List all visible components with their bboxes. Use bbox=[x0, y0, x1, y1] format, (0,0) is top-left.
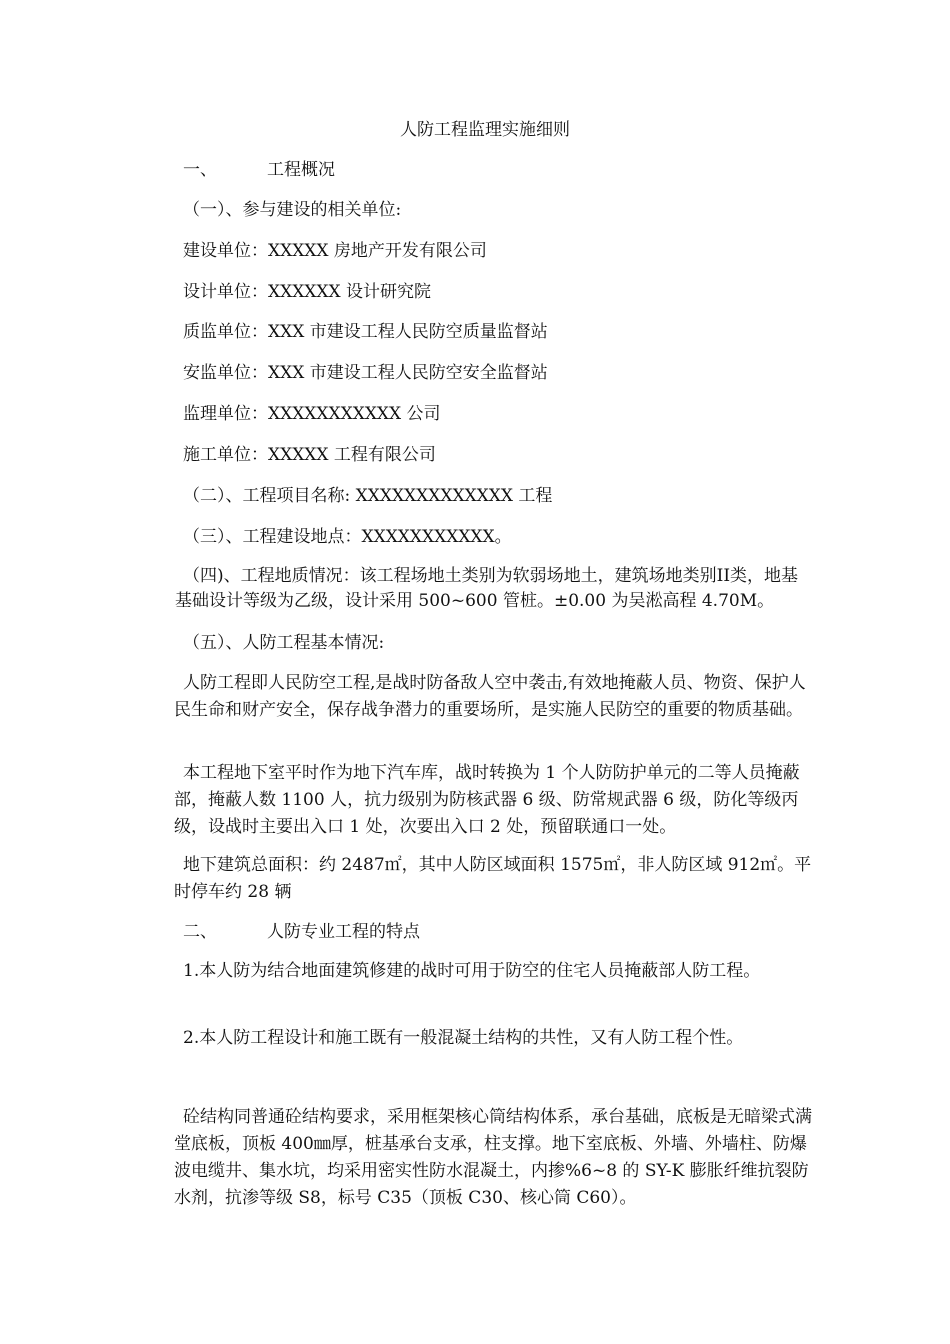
section-title: 人防专业工程的特点 bbox=[267, 922, 420, 942]
unit-designer: 设计单位：XXXXXX 设计研究院 bbox=[183, 282, 432, 302]
section-heading-1 bbox=[183, 158, 335, 182]
feature-point-1: 1.本人防为结合地面建筑修建的战时可用于防空的住宅人员掩蔽部人防工程。 bbox=[183, 961, 761, 981]
geology-paragraph: （四)、工程地质情况：该工程场地土类别为软弱场地土，建筑场地类别II类，地基基础设计等级为乙级，设计采用 500~600 管桩。±0.00 为吴淞高程 4.70M。 bbox=[175, 566, 799, 611]
subheading-basic-info: （五）、人防工程基本情况: bbox=[183, 633, 385, 653]
section-title: 工程概况 bbox=[267, 160, 335, 180]
structure-paragraph: 砼结构同普通砼结构要求，采用框架核心筒结构体系，承台基础，底板是无暗梁式满堂底板，顶板 400㎜厚，桩基承台支承，柱支撑。地下室底板、外墙、外墙柱、防爆波电缆井、集水坑，均采用密实性防水混凝土，内掺%6~8 的 SY-K 膨胀纤维抗裂防水剂，抗渗等级 S8，标号 C35（顶板 C30、核心筒 C60）。 bbox=[174, 1107, 812, 1208]
unit-contractor: 施工单位：XXXXX 工程有限公司 bbox=[183, 445, 436, 465]
subheading-units: （一）、参与建设的相关单位: bbox=[183, 200, 402, 220]
section-number: 一、 bbox=[183, 160, 217, 180]
area-paragraph: 地下建筑总面积：约 2487㎡，其中人防区域面积 1575㎡，非人防区域 912㎡。平时停车约 28 辆 bbox=[174, 855, 812, 902]
section-number: 二、 bbox=[183, 922, 217, 942]
section-heading-2 bbox=[183, 920, 420, 944]
unit-quality: 质监单位：XXX 市建设工程人民防空质量监督站 bbox=[183, 322, 548, 342]
unit-owner: 建设单位：XXXXX 房地产开发有限公司 bbox=[183, 241, 487, 261]
feature-point-2: 2.本人防工程设计和施工既有一般混凝土结构的共性，又有人防工程个性。 bbox=[183, 1028, 744, 1048]
unit-supervisor: 监理单位：XXXXXXXXXXX 公司 bbox=[183, 404, 441, 424]
subheading-project-name: （二）、工程项目名称: XXXXXXXXXXXXX 工程 bbox=[183, 486, 553, 506]
basement-paragraph: 本工程地下室平时作为地下汽车库，战时转换为 1 个人防防护单元的二等人员掩蔽部，掩蔽人数 1100 人，抗力级别为防核武器 6 级、防常规武器 6 级，防化等级丙级，设战时主要出入口 1 处，次要出入口 2 处，预留联通口一处。 bbox=[174, 763, 800, 837]
subheading-location: （三）、工程建设地点：XXXXXXXXXXX。 bbox=[183, 527, 512, 547]
unit-safety: 安监单位：XXX 市建设工程人民防空安全监督站 bbox=[183, 363, 548, 383]
document-title: 人防工程监理实施细则 bbox=[400, 120, 570, 140]
intro-paragraph: 人防工程即人民防空工程,是战时防备敌人空中袭击,有效地掩蔽人员、物资、保护人民生命和财产安全，保存战争潜力的重要场所，是实施人民防空的重要的物质基础。 bbox=[174, 673, 806, 720]
